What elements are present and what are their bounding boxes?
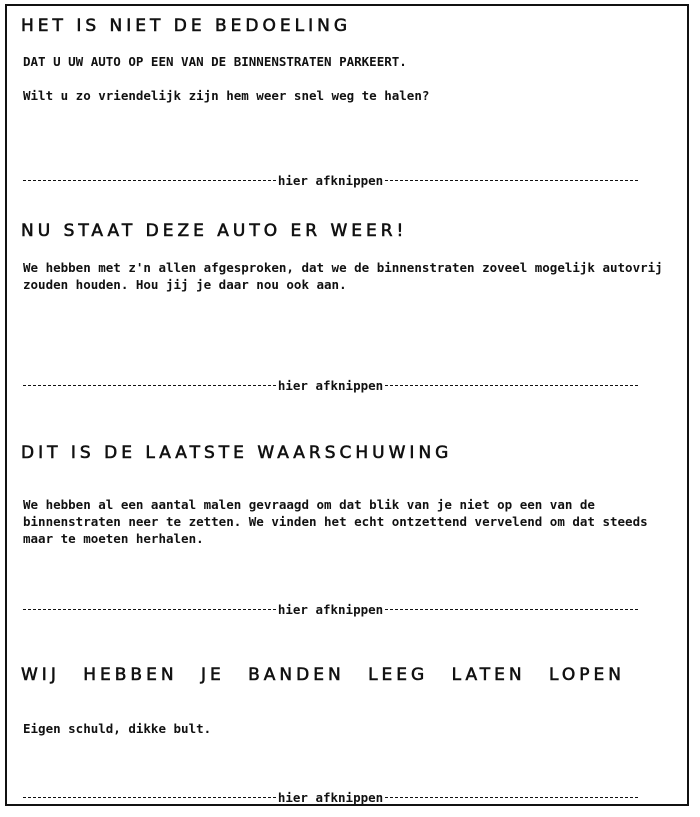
cut-label: hier afknippen (277, 790, 384, 805)
cut-label: hier afknippen (277, 602, 384, 617)
notice-sheet (5, 4, 689, 806)
cut-dash-left (23, 385, 276, 386)
cut-label: hier afknippen (277, 378, 384, 393)
cut-line-2 (23, 378, 638, 393)
cut-dash-right (385, 797, 638, 798)
notice-1-line-1: DAT U UW AUTO OP EEN VAN DE BINNENSTRATEN PARKEERT. (23, 54, 407, 69)
cut-line-3 (23, 602, 638, 617)
cut-dash-left (23, 180, 276, 181)
notice-3-heading: DIT IS DE LAATSTE WAARSCHUWING (21, 443, 453, 463)
cut-label: hier afknippen (277, 173, 384, 188)
notice-2-heading: NU STAAT DEZE AUTO ER WEER! (21, 221, 408, 241)
cut-dash-right (385, 609, 638, 610)
cut-line-4 (23, 790, 638, 805)
cut-dash-right (385, 385, 638, 386)
cut-line-1 (23, 173, 638, 188)
cut-dash-left (23, 609, 276, 610)
notice-4-text: Eigen schuld, dikke bult. (23, 721, 212, 736)
cut-dash-right (385, 180, 638, 181)
notice-4-heading: WIJ HEBBEN JE BANDEN LEEG LATEN LOPEN (21, 665, 625, 685)
cut-dash-left (23, 797, 276, 798)
notice-2-text: We hebben met z'n allen afgesproken, dat we de binnenstraten zoveel mogelijk autovrij zouden houden. Hou jij je daar nou ook aan. (23, 260, 663, 292)
notice-3-text: We hebben al een aantal malen gevraagd om dat blik van je niet op een van de binnenstraten neer te zetten. We vinden het echt ontzettend vervelend om dat steeds maar te moeten herhalen. (23, 497, 648, 546)
notice-1-heading: HET IS NIET DE BEDOELING (21, 16, 352, 36)
notice-1-line-2: Wilt u zo vriendelijk zijn hem weer snel weg te halen? (23, 88, 430, 103)
